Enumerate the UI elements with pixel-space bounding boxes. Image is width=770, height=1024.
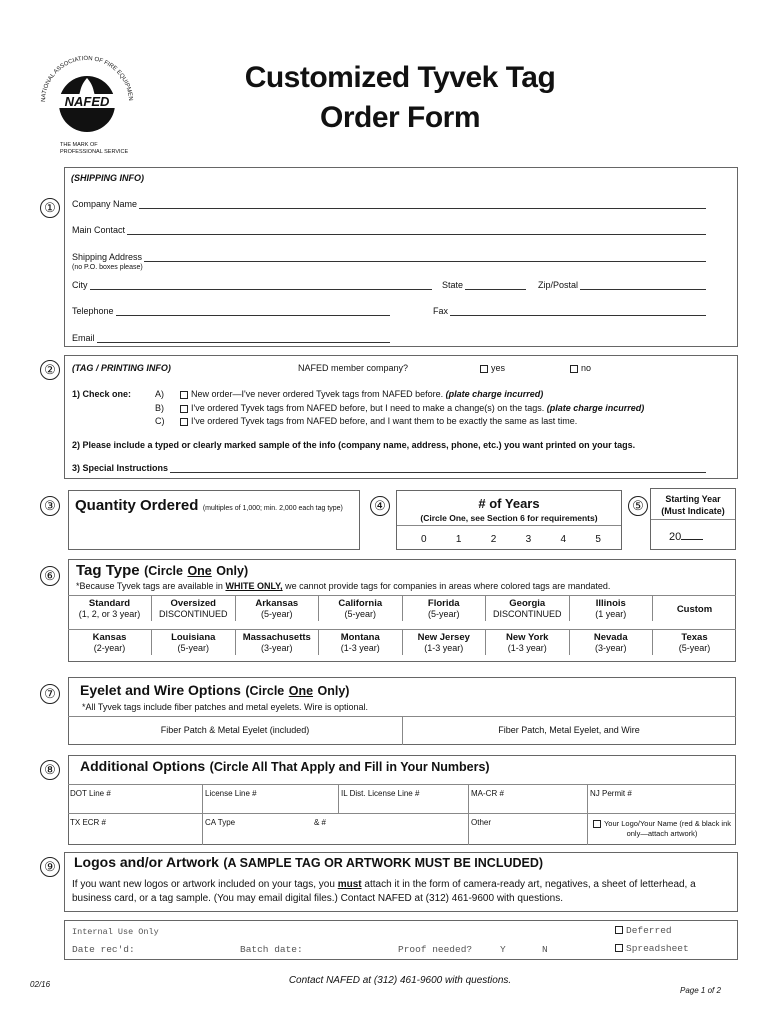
section-2-number: ② bbox=[40, 360, 60, 380]
section-5-number: ⑤ bbox=[628, 496, 648, 516]
opt-c-letter: C) bbox=[155, 416, 165, 426]
eyelet-option-wire[interactable]: Fiber Patch, Metal Eyelet, and Wire bbox=[498, 725, 640, 735]
proof-yes[interactable]: Y bbox=[500, 944, 506, 955]
section-3-number: ③ bbox=[40, 496, 60, 516]
year-option-5[interactable]: 5 bbox=[595, 534, 601, 545]
company-name-field[interactable]: Company Name bbox=[72, 199, 706, 209]
years-box bbox=[396, 490, 622, 550]
section-1-number: ① bbox=[40, 198, 60, 218]
main-contact-field[interactable]: Main Contact bbox=[72, 225, 706, 235]
tag-type-massachusetts[interactable]: Massachusetts (3-year) bbox=[235, 630, 319, 655]
telephone-field[interactable]: Telephone bbox=[72, 306, 390, 316]
tag-type-new-jersey[interactable]: New Jersey (1-3 year) bbox=[402, 630, 486, 655]
section-6-number: ⑥ bbox=[40, 566, 60, 586]
date-received-field[interactable]: Date rec'd: bbox=[72, 944, 135, 955]
check-one-label: 1) Check one: bbox=[72, 389, 132, 399]
tag-type-custom[interactable]: Custom bbox=[676, 604, 713, 615]
tag-type-florida[interactable]: Florida (5-year) bbox=[402, 596, 486, 621]
other-field[interactable]: Other bbox=[471, 818, 492, 827]
footer-page: Page 1 of 2 bbox=[680, 986, 721, 995]
ma-cr-field[interactable]: MA-CR # bbox=[471, 789, 504, 798]
address-note: (no P.O. boxes please) bbox=[72, 264, 143, 271]
starting-year-prefix: 20 bbox=[669, 531, 682, 543]
years-note: (Circle One, see Section 6 for requirements) bbox=[420, 513, 598, 523]
tag-type-california[interactable]: California (5-year) bbox=[319, 596, 403, 621]
section-9-number: ⑨ bbox=[40, 857, 60, 877]
logo-tagline-2: PROFESSIONAL SERVICE bbox=[60, 149, 129, 155]
internal-use-header: Internal Use Only bbox=[72, 927, 159, 937]
eyelet-title: Eyelet and Wire Options (Circle One Only) bbox=[80, 682, 350, 698]
printing-header: (TAG / PRINTING INFO) bbox=[72, 363, 171, 373]
member-yes-checkbox[interactable]: yes bbox=[480, 363, 505, 373]
tag-type-louisiana[interactable]: Louisiana (5-year) bbox=[152, 630, 236, 655]
tag-type-new-york[interactable]: New York (1-3 year) bbox=[486, 630, 570, 655]
year-option-1[interactable]: 1 bbox=[455, 534, 462, 545]
member-question: NAFED member company? bbox=[298, 363, 409, 373]
logo-name-option[interactable]: Your Logo/Your Name (red & black ink only—attach artwork) bbox=[590, 819, 734, 839]
license-line-field[interactable]: License Line # bbox=[205, 789, 257, 798]
title-line-1: Customized Tyvek Tag bbox=[244, 61, 556, 94]
deferred-checkbox[interactable]: Deferred bbox=[615, 925, 672, 936]
proof-needed-label: Proof needed? bbox=[398, 944, 473, 955]
eyelet-option-standard[interactable]: Fiber Patch & Metal Eyelet (included) bbox=[160, 725, 310, 735]
section-7-number: ⑦ bbox=[40, 684, 60, 704]
logo-brand: NAFED bbox=[64, 94, 110, 109]
batch-date-field[interactable]: Batch date: bbox=[240, 944, 303, 955]
tag-type-oversized[interactable]: Oversized DISCONTINUED bbox=[152, 596, 236, 621]
ca-type-field[interactable]: CA Type bbox=[205, 818, 236, 827]
spreadsheet-checkbox[interactable]: Spreadsheet bbox=[615, 943, 689, 954]
fax-field[interactable]: Fax bbox=[433, 306, 706, 316]
shipping-header: (SHIPPING INFO) bbox=[71, 173, 145, 183]
tag-type-texas[interactable]: Texas (5-year) bbox=[678, 632, 711, 653]
year-option-4[interactable]: 4 bbox=[560, 534, 567, 545]
member-no-checkbox[interactable]: no bbox=[570, 363, 591, 373]
option-b-checkbox[interactable]: I've ordered Tyvek tags from NAFED before, but I need to make a change(s) on the tags. (plate charge incurred) bbox=[180, 403, 644, 413]
logos-title: Logos and/or Artwork (A SAMPLE TAG OR ARTWORK MUST BE INCLUDED) bbox=[74, 854, 544, 870]
state-field[interactable]: State bbox=[442, 280, 526, 290]
logo-arc-text: NATIONAL ASSOCIATION OF FIRE EQUIPMEN bbox=[40, 55, 134, 103]
section-8-number: ⑧ bbox=[40, 760, 60, 780]
logos-text: If you want new logos or artwork included on your tags, you must attach it in the form of camera-ready art, negatives, a sheet of letterhead, a business card, or a tag sample. (You may email digital files.) Contact NAFED at (312) 461-9600 with questions. bbox=[72, 879, 696, 904]
tag-type-note: *Because Tyvek tags are available in WHITE ONLY, we cannot provide tags for companies in areas where colored tags are mandated. bbox=[76, 581, 611, 591]
year-option-0[interactable]: 0 bbox=[421, 534, 427, 545]
nj-permit-field[interactable]: NJ Permit # bbox=[590, 789, 632, 798]
starting-year-box[interactable] bbox=[650, 488, 736, 550]
quantity-box[interactable] bbox=[68, 490, 360, 550]
title-line-2: Order Form bbox=[319, 101, 481, 134]
tag-type-kansas[interactable]: Kansas (2-year) bbox=[68, 630, 152, 655]
sample-instruction: 2) Please include a typed or clearly marked sample of the info (company name, address, phone, etc.) you want printed on your tags. bbox=[72, 440, 636, 450]
starting-label-1: Starting Year bbox=[665, 494, 721, 504]
tag-type-nevada[interactable]: Nevada (3-year) bbox=[569, 630, 653, 655]
city-field[interactable]: City bbox=[72, 280, 432, 290]
ca-number-field[interactable]: & # bbox=[314, 818, 327, 827]
footer-contact: Contact NAFED at (312) 461-9600 with questions. bbox=[288, 975, 512, 986]
page-title bbox=[200, 58, 600, 138]
tx-ecr-field[interactable]: TX ECR # bbox=[70, 818, 107, 827]
tag-type-title: Tag Type (Circle One Only) bbox=[76, 562, 249, 579]
tag-type-arkansas[interactable]: Arkansas (5-year) bbox=[235, 596, 319, 621]
quantity-note: (multiples of 1,000; min. 2,000 each tag type) bbox=[202, 505, 343, 512]
tag-type-illinois[interactable]: Illinois (1 year) bbox=[569, 596, 653, 621]
additional-title: Additional Options (Circle All That Apply and Fill in Your Numbers) bbox=[80, 758, 490, 774]
tag-type-georgia[interactable]: Georgia DISCONTINUED bbox=[486, 596, 570, 621]
dot-line-field[interactable]: DOT Line # bbox=[70, 789, 111, 798]
email-field[interactable]: Email bbox=[72, 333, 390, 343]
years-label: # of Years bbox=[478, 496, 540, 511]
option-a-checkbox[interactable]: New order—I've never ordered Tyvek tags from NAFED before. (plate charge incurred) bbox=[180, 389, 543, 399]
nafed-logo bbox=[30, 42, 140, 160]
opt-a-letter: A) bbox=[155, 389, 164, 399]
footer-date: 02/16 bbox=[30, 980, 51, 989]
il-license-field[interactable]: IL Dist. License Line # bbox=[341, 789, 420, 798]
year-option-3[interactable]: 3 bbox=[525, 534, 532, 545]
logo-tagline-1: THE MARK OF bbox=[60, 142, 98, 148]
quantity-label: Quantity Ordered bbox=[75, 497, 199, 514]
tag-type-montana[interactable]: Montana (1-3 year) bbox=[319, 630, 403, 655]
year-option-2[interactable]: 2 bbox=[490, 534, 497, 545]
section-4-number: ④ bbox=[370, 496, 390, 516]
starting-label-2: (Must Indicate) bbox=[661, 506, 725, 516]
tag-type-standard[interactable]: Standard (1, 2, or 3 year) bbox=[68, 596, 152, 621]
option-c-checkbox[interactable]: I've ordered Tyvek tags from NAFED before, and I want them to be exactly the same as last time. bbox=[180, 416, 577, 426]
opt-b-letter: B) bbox=[155, 403, 164, 413]
eyelet-note: *All Tyvek tags include fiber patches and metal eyelets. Wire is optional. bbox=[82, 702, 368, 712]
special-instructions-field[interactable]: 3) Special Instructions bbox=[72, 463, 706, 473]
zip-field[interactable]: Zip/Postal bbox=[538, 280, 706, 290]
shipping-address-field[interactable]: Shipping Address bbox=[72, 252, 706, 262]
proof-no[interactable]: N bbox=[542, 944, 548, 955]
